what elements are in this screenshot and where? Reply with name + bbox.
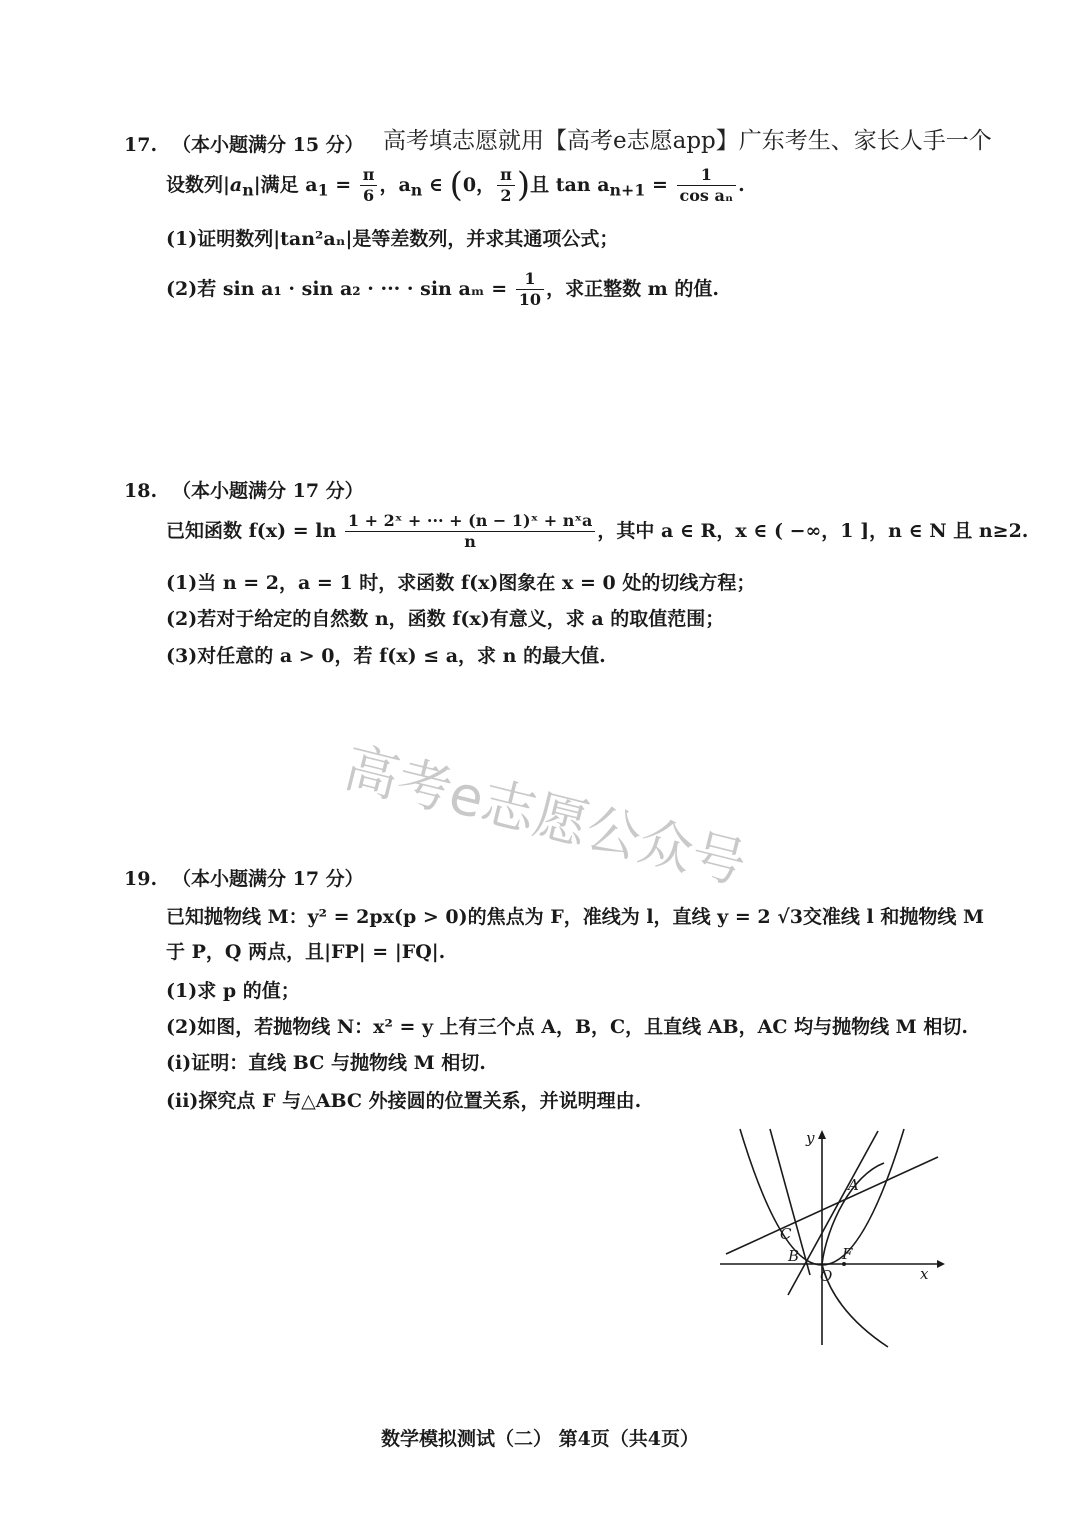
q19-line1: 已知抛物线 M：y² = 2px(p > 0)的焦点为 F，准线为 l，直线 y = 2 √3交准线 l 和抛物线 M: [166, 906, 985, 928]
q17-frac-cos: [677, 166, 737, 206]
q19-number: 19.: [124, 868, 158, 890]
q17-frac-pi2-den: 2: [500, 186, 512, 206]
q17-header: [124, 130, 364, 157]
q17-stem-text-d: ，a: [379, 173, 411, 196]
x-axis-arrow-icon: [937, 1260, 945, 1268]
q17-stem-an: a: [229, 173, 243, 196]
q17-stem-text-h: 且 tan a: [530, 173, 610, 196]
label-c: C: [780, 1225, 792, 1243]
q17-frac-pi2-num: π: [497, 166, 515, 186]
q17-frac-pi6-den: 6: [363, 186, 375, 206]
q17-frac-pi2: [497, 166, 515, 206]
q18-part2: (2)若对于给定的自然数 n，函数 f(x)有意义，求 a 的取值范围；: [166, 608, 725, 630]
q18-part3: (3)对任意的 a > 0，若 f(x) ≤ a，求 n 的最大值.: [166, 645, 606, 667]
q17-frac-pi6: [360, 166, 378, 206]
q17-stem-text-i: =: [645, 173, 675, 196]
q19-score: （本小题满分 17 分）: [172, 868, 364, 890]
label-y: y: [806, 1129, 815, 1147]
q17-part1: (1)证明数列|tan²aₙ|是等差数列，并求其通项公式；: [166, 228, 619, 250]
q17-part2-text-a: (2)若 sin a₁ · sin a₂ · ··· · sin aₘ =: [166, 277, 514, 300]
q17-frac-pi6-num: π: [360, 166, 378, 186]
q18-header: [124, 476, 364, 503]
line-ab: [788, 1131, 878, 1295]
q17-stem-text-j: .: [738, 173, 745, 196]
q18-frac-log-arg: [345, 512, 595, 552]
q17-frac-tenth-num: 1: [516, 270, 544, 290]
q17-stem-text-c: =: [328, 173, 358, 196]
q17-part2-text-b: ，求正整数 m 的值.: [546, 277, 720, 300]
label-x: x: [920, 1265, 929, 1283]
q19-header: [124, 864, 364, 891]
q18-stem: [166, 512, 1028, 552]
q17-stem-text-b: |满足 a: [253, 173, 318, 196]
q19-line5: (i)证明：直线 BC 与抛物线 M 相切.: [166, 1052, 486, 1074]
q18-stem-text-a: 已知函数 f(x) = ln: [166, 519, 343, 542]
q19-line3: (1)求 p 的值；: [166, 980, 300, 1002]
q17-stem-text-e: ∈: [422, 173, 450, 196]
q17-stem-a1-sub: 1: [317, 180, 329, 200]
line-ca: [726, 1157, 938, 1254]
q19-line4: (2)如图，若抛物线 N：x² = y 上有三个点 A，B，C，且直线 AB，AC 均与抛物线 M 相切.: [166, 1016, 968, 1038]
y-axis-arrow-icon: [818, 1130, 826, 1139]
q19-line2: 于 P，Q 两点，且|FP| = |FQ|.: [166, 941, 446, 963]
q17-number: 17.: [124, 134, 158, 156]
parabola-figure: [712, 1115, 952, 1350]
q18-score: （本小题满分 17 分）: [172, 480, 364, 502]
page-footer: 数学模拟测试（二） 第4页（共4页）: [380, 1428, 700, 1450]
q17-frac-tenth-den: 10: [518, 290, 542, 310]
q19-line6: (ii)探究点 F 与△ABC 外接圆的位置关系，并说明理由.: [166, 1090, 642, 1112]
header-ad: 高考填志愿就用【高考e志愿app】广东考生、家长人手一个: [383, 128, 992, 154]
q17-stem-text-g: 0，: [462, 173, 496, 196]
q18-frac-num: 1 + 2ˣ + ··· + (n − 1)ˣ + nˣa: [345, 512, 595, 532]
q17-stem-text-a: 设数列|: [166, 173, 230, 196]
q18-stem-text-b: ，其中 a ∈ R，x ∈ ( −∞，1 ]，n ∈ N 且 n≥2.: [597, 519, 1029, 542]
q17-frac-tenth: [516, 270, 544, 310]
q18-number: 18.: [124, 480, 158, 502]
q17-part2: [166, 270, 719, 310]
q17-paren-left: (: [449, 164, 463, 205]
label-a: A: [848, 1176, 859, 1194]
q18-part1: (1)当 n = 2，a = 1 时，求函数 f(x)图象在 x = 0 处的切线方程；: [166, 572, 756, 594]
q17-stem-an2-sub: n: [410, 180, 423, 200]
q17-paren-right: ): [516, 164, 531, 205]
q17-stem-an1-sub: n+1: [609, 180, 646, 200]
q17-frac-cos-num: 1: [677, 166, 737, 186]
watermark-text: 高考e志愿公众号: [338, 735, 753, 897]
q17-frac-cos-den: cos aₙ: [679, 186, 734, 206]
q17-stem-an-sub: n: [242, 180, 254, 200]
label-f: F: [842, 1245, 853, 1263]
label-b: B: [788, 1247, 800, 1265]
q18-frac-den: n: [464, 532, 476, 552]
label-o: O: [820, 1267, 833, 1285]
q17-stem: [166, 166, 745, 206]
q17-score: （本小题满分 15 分）: [172, 134, 364, 156]
